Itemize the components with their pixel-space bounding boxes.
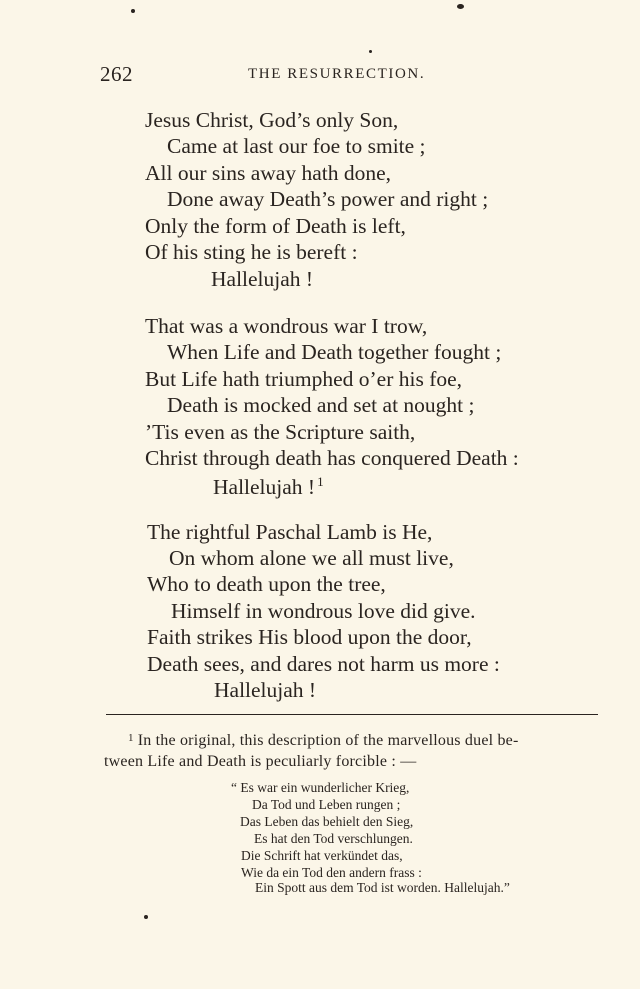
- stanza-2-line-6: Christ through death has conquered Death :: [145, 446, 519, 470]
- footnote-reference[interactable]: 1: [317, 474, 324, 489]
- stanza-3-line-3: Who to death upon the tree,: [147, 572, 386, 596]
- footnote-line-1: [128, 733, 519, 749]
- german-quote-line-2: Da Tod und Leben rungen ;: [252, 797, 401, 812]
- stanza-3-line-6: Death sees, and dares not harm us more :: [147, 652, 500, 676]
- stanza-3-line-4: Himself in wondrous love did give.: [171, 599, 476, 623]
- german-quote-line-6: Wie da ein Tod den andern frass :: [241, 865, 422, 880]
- footnote-text-1: In the original, this description of the marvellous duel be-: [137, 732, 519, 749]
- stanza-3-refrain: Hallelujah !: [214, 678, 317, 702]
- german-quote-line-1: “ Es war ein wunderlicher Krieg,: [231, 780, 410, 795]
- stanza-2-refrain: [213, 475, 324, 499]
- stanza-1-line-5: Only the form of Death is left,: [145, 214, 406, 238]
- page-header: [100, 62, 600, 86]
- stanza-2-refrain-text: Hallelujah !: [213, 475, 316, 500]
- stanza-1-line-3: All our sins away hath done,: [145, 161, 392, 185]
- ink-speck: [131, 9, 135, 13]
- stanza-2-line-2: When Life and Death together fought ;: [167, 340, 502, 364]
- ink-speck: [369, 50, 372, 53]
- stanza-3-line-1: The rightful Paschal Lamb is He,: [147, 520, 433, 544]
- german-quote-line-3: Das Leben das behielt den Sieg,: [240, 814, 414, 829]
- page-number: 262: [100, 62, 133, 86]
- german-quote-line-4: Es hat den Tod verschlungen.: [254, 831, 413, 846]
- stanza-1-refrain: Hallelujah !: [211, 267, 314, 291]
- ink-speck: [144, 915, 148, 919]
- stanza-2-line-5: ’Tis even as the Scripture saith,: [145, 420, 416, 444]
- stanza-3-line-2: On whom alone we all must live,: [169, 546, 454, 570]
- german-quote-line-7: Ein Spott aus dem Tod ist worden. Hallelujah.”: [255, 880, 510, 895]
- stanza-2-line-4: Death is mocked and set at nought ;: [167, 393, 475, 417]
- footnote-marker: 1: [128, 732, 134, 744]
- stanza-1-line-1: Jesus Christ, God’s only Son,: [145, 108, 399, 132]
- footnote-line-2: tween Life and Death is peculiarly forcible : —: [104, 753, 417, 770]
- stanza-2-line-1: That was a wondrous war I trow,: [145, 314, 428, 338]
- stanza-2-line-3: But Life hath triumphed o’er his foe,: [145, 367, 463, 391]
- stanza-1-line-4: Done away Death’s power and right ;: [167, 187, 489, 211]
- footnote-divider: [106, 714, 598, 715]
- stanza-1-line-6: Of his sting he is bereft :: [145, 240, 358, 264]
- ink-speck: [457, 4, 464, 9]
- running-title: THE RESURRECTION.: [248, 66, 426, 82]
- stanza-1-line-2: Came at last our foe to smite ;: [167, 134, 426, 158]
- german-quote-line-5: Die Schrift hat verkündet das,: [241, 848, 403, 863]
- stanza-3-line-5: Faith strikes His blood upon the door,: [147, 625, 472, 649]
